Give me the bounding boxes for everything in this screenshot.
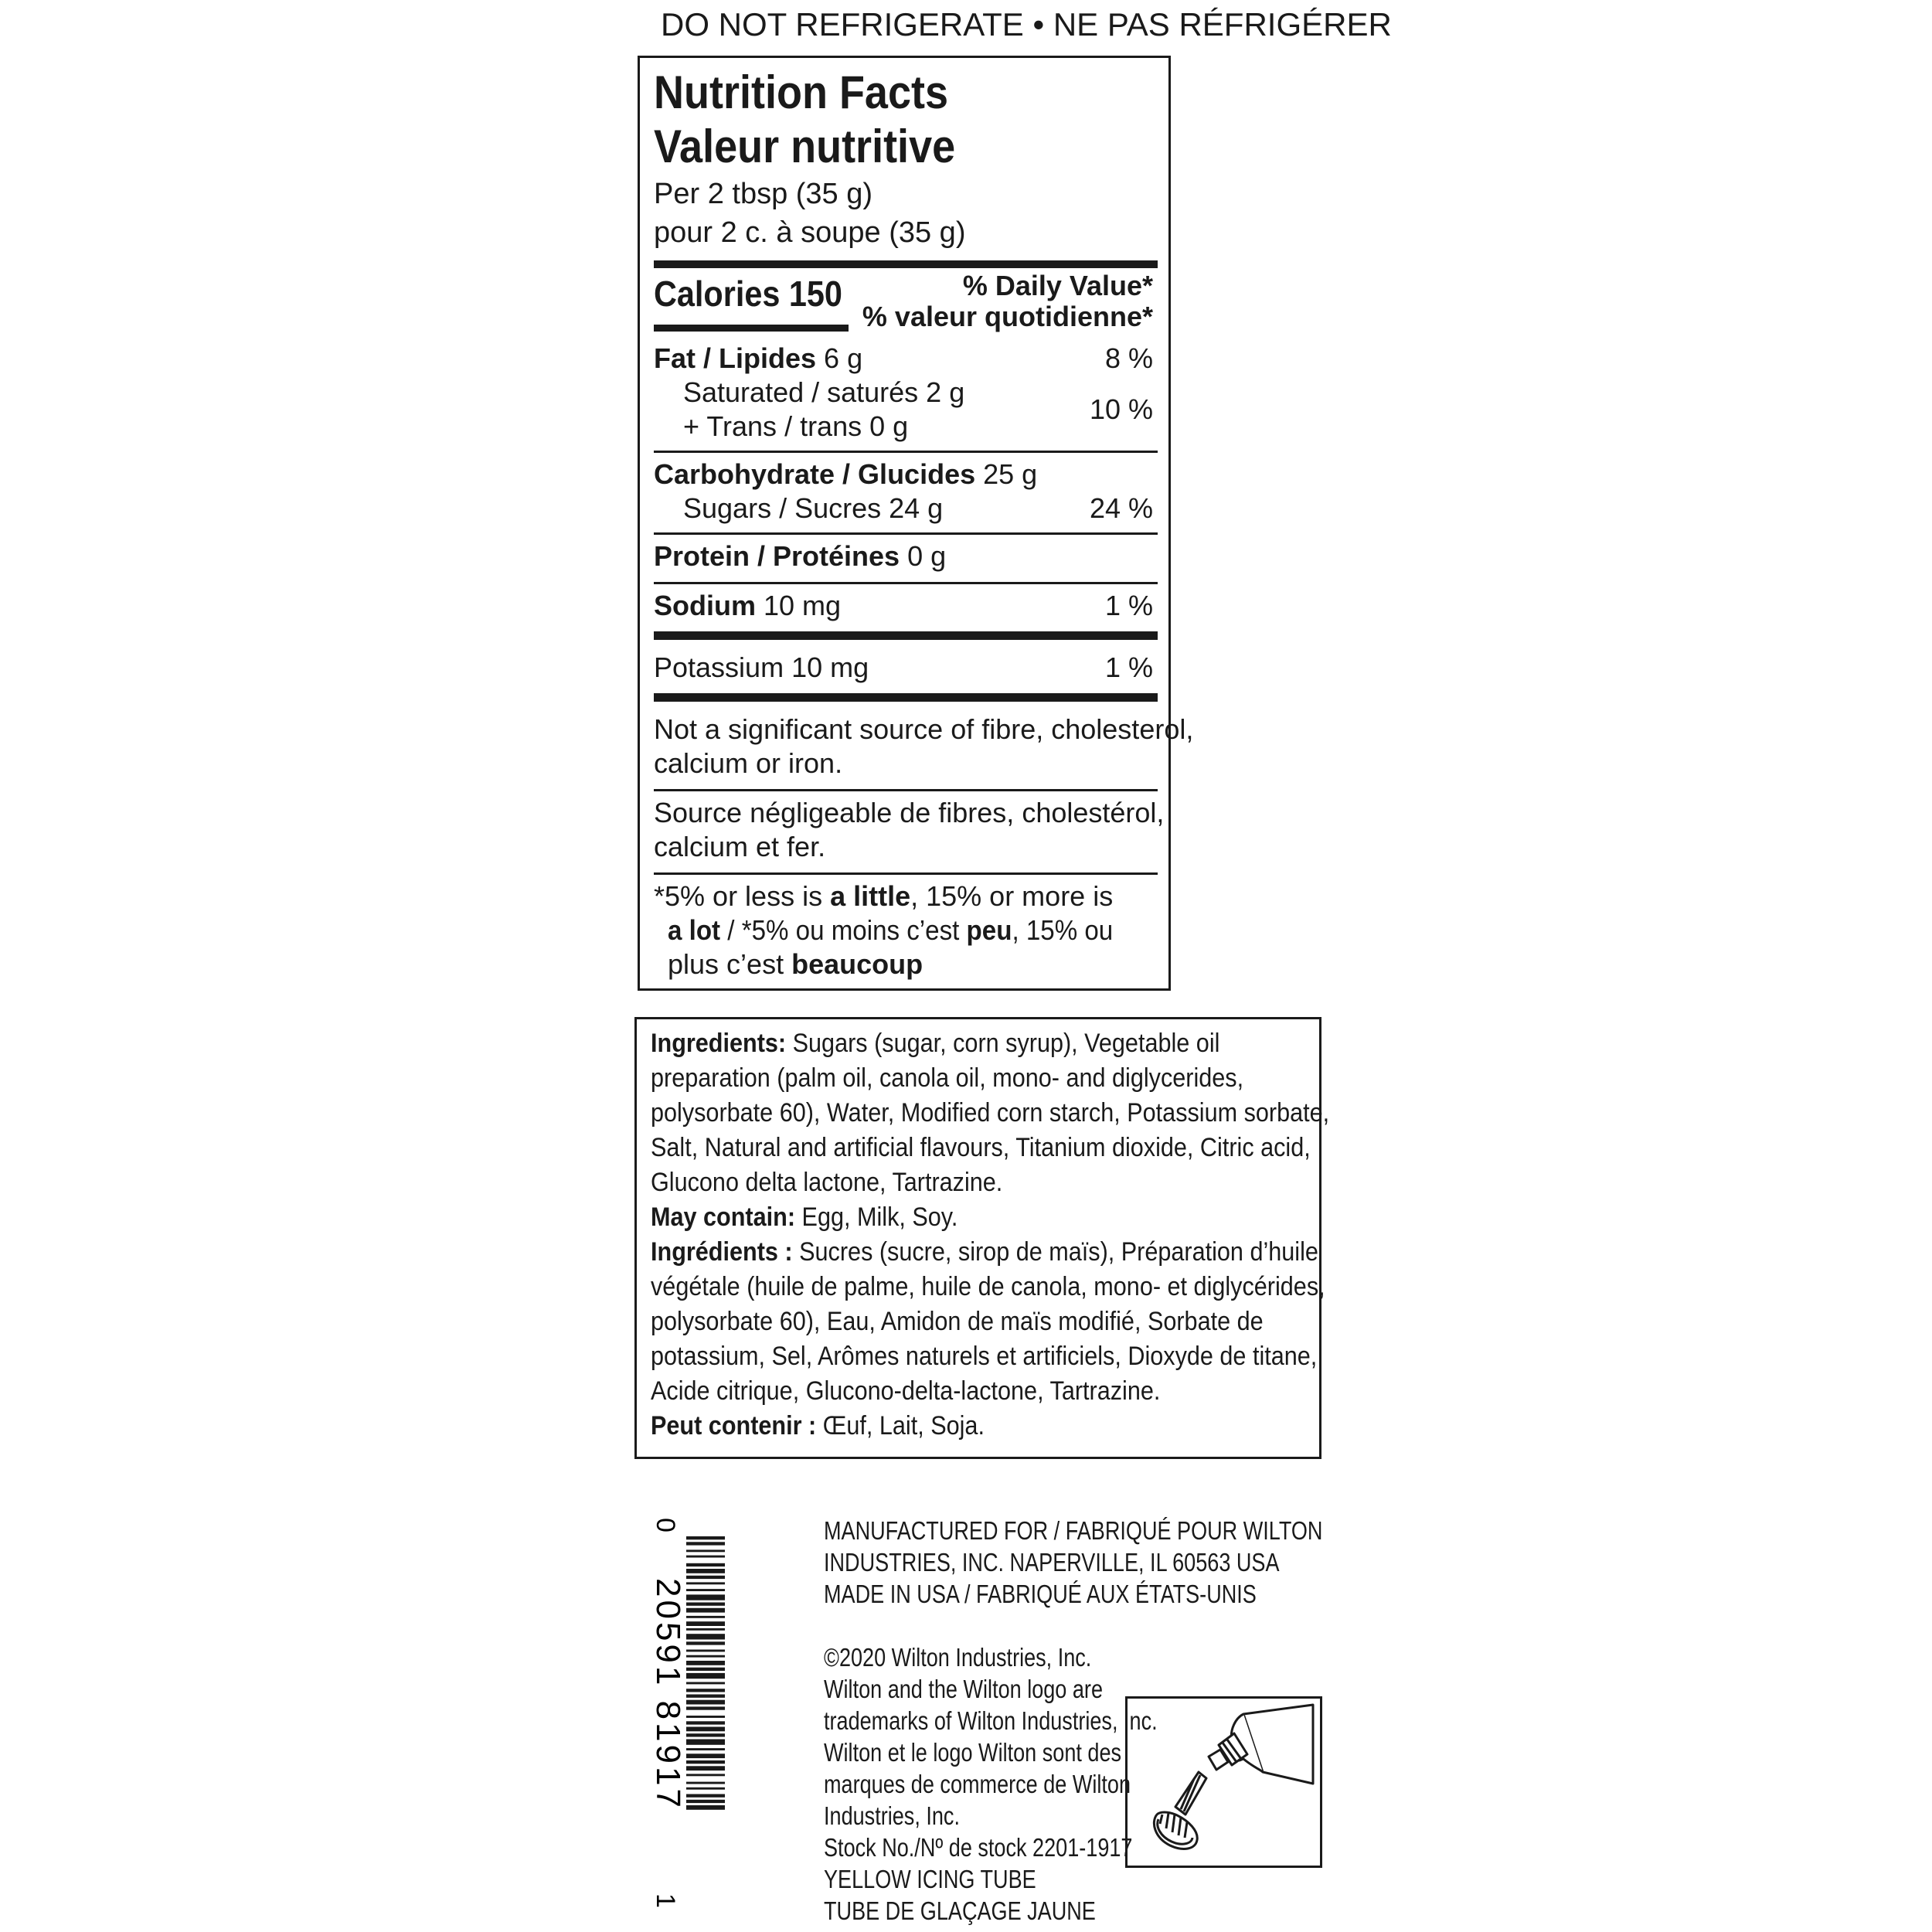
ingredients-en-line: preparation (palm oil, canola oil, mono- and diglycerides, [651,1063,1244,1093]
barcode-check-digit: 1 [651,1893,680,1908]
copyright-line: ©2020 Wilton Industries, Inc. [824,1643,1092,1672]
barcode-bar [686,1576,725,1579]
sugars-row: Sugars / Sucres 24 g [683,492,944,524]
fat-dv: 8 % [1104,342,1153,374]
barcode-bar [686,1563,725,1566]
may-contain: May contain: Egg, Milk, Soy. [651,1202,958,1232]
barcode-bar [686,1549,725,1552]
barcode-bar [686,1774,725,1776]
rule [654,532,1158,535]
barcode-bar [686,1673,725,1679]
barcode-bar [686,1700,725,1705]
barcode-bar [686,1740,725,1745]
rule [654,789,1158,791]
ingredients-fr-line: polysorbate 60), Eau, Amidon de maïs modifié, Sorbate de [651,1307,1264,1336]
barcode-bar [686,1661,725,1665]
calories-rule [654,325,849,332]
barcode-bar [686,1655,725,1658]
barcode-bar [686,1805,725,1810]
barcode-bar [686,1782,725,1784]
stock-number: Stock No./Nº de stock 2201-1917 [824,1833,1133,1862]
nutrition-facts-panel [638,56,1194,991]
barcode-bar [686,1727,725,1732]
ingredients-fr-line: potassium, Sel, Arômes naturels et artificiels, Dioxyde de titane, [651,1342,1318,1371]
barcode-bar [686,1542,725,1545]
fat-row: Fat / Lipides 6 g [654,342,863,374]
barcode-bar [686,1569,725,1573]
ingredients-en-line: Ingredients: Sugars (sugar, corn syrup), Vegetable oil [651,1029,1220,1058]
barcode-bar [686,1787,725,1790]
daily-value-header-en: % Daily Value* [962,270,1153,301]
rule [654,872,1158,875]
barcode-bar [686,1641,725,1645]
trademark-line: Industries, Inc. [824,1801,960,1830]
ingredients-fr-line: Acide citrique, Glucono-delta-lactone, Tartrazine. [651,1376,1161,1406]
thick-rule [654,631,1158,640]
peut-contenir: Peut contenir : Œuf, Lait, Soja. [651,1411,985,1440]
not-significant-fr-1: Source négligeable de fibres, cholestérol, [654,797,1165,828]
barcode-bar [686,1689,725,1692]
nutrition-title-en: Nutrition Facts [654,66,949,118]
footnote-line-2: a lot / *5% ou moins c’est peu, 15% ou [668,914,1114,946]
trans-row: + Trans / trans 0 g [683,410,909,442]
thick-rule [654,693,1158,702]
trademark-line: marques de commerce de Wilton [824,1770,1131,1798]
barcode-bar [686,1682,725,1685]
barcode-bar [686,1721,725,1724]
saturated-row: Saturated / saturés 2 g [683,376,965,408]
barcode-bar [686,1668,725,1671]
trademark-line: trademarks of Wilton Industries, Inc. [824,1706,1158,1735]
barcode-bar [686,1650,725,1652]
rule [654,451,1158,453]
barcode-bar [686,1536,725,1539]
barcode-bar [686,1695,725,1698]
storage-warning: DO NOT REFRIGERATE • NE PAS RÉFRIGÉRER [661,6,1392,43]
barcode-bar [686,1628,725,1631]
barcode-icon [648,1515,725,1917]
protein-row: Protein / Protéines 0 g [654,540,947,572]
icing-tube-box [1125,1696,1322,1868]
sodium-dv: 1 % [1104,590,1153,621]
ingredients-fr-line: Ingrédients : Sucres (sucre, sirop de maïs), Préparation d’huile [651,1237,1318,1267]
barcode-bar [686,1556,725,1558]
serving-size-fr: pour 2 c. à soupe (35 g) [654,216,966,249]
nutrition-title-fr: Valeur nutritive [654,121,956,172]
product-name-en: YELLOW ICING TUBE [824,1865,1036,1893]
barcode-bar [686,1753,725,1758]
ingredients-en-line: Salt, Natural and artificial flavours, Titanium dioxide, Citric acid, [651,1133,1311,1162]
ingredients-fr-line: végétale (huile de palme, huile de canola, mono- et diglycérides, [651,1272,1325,1301]
barcode-bar [686,1582,725,1584]
barcode-bar [686,1594,725,1600]
sat-trans-dv: 10 % [1089,393,1153,425]
serving-size-en: Per 2 tbsp (35 g) [654,178,873,210]
potassium-dv: 1 % [1104,651,1153,683]
barcode-bar [686,1766,725,1770]
barcode-bar [686,1621,725,1626]
sodium-row: Sodium 10 mg [654,590,842,621]
barcode-bar [686,1603,725,1606]
footnote-line-1: *5% or less is a little, 15% or more is [654,880,1114,912]
not-significant-en-2: calcium or iron. [654,747,843,779]
barcode-digits: 20591 81917 [649,1578,687,1811]
ingredients-en-line: polysorbate 60), Water, Modified corn starch, Potassium sorbate, [651,1098,1330,1128]
not-significant-fr-2: calcium et fer. [654,831,826,862]
barcode-bar [686,1800,725,1803]
potassium-row: Potassium 10 mg [654,651,869,683]
barcode-bar [686,1589,725,1591]
thick-rule [654,260,1158,268]
barcode-bar [686,1608,725,1613]
footnote-line-3: plus c’est beaucoup [668,948,923,980]
daily-value-header-fr: % valeur quotidienne* [862,301,1153,332]
barcode-bar [686,1760,725,1764]
icing-tube-icon [1128,1699,1320,1866]
barcode-bar [686,1794,725,1798]
barcode-bar [686,1748,725,1750]
trademark-line: Wilton and the Wilton logo are [824,1675,1103,1703]
trademark-line: Wilton et le logo Wilton sont des [824,1738,1122,1767]
manufacturer-line: INDUSTRIES, INC. NAPERVILLE, IL 60563 USA [824,1548,1280,1577]
barcode-bar [686,1616,725,1618]
barcode-bar [686,1634,725,1639]
barcode-lead-digit: 0 [651,1518,680,1532]
rule [654,582,1158,584]
calories: Calories 150 [654,274,842,314]
manufacturer-line: MADE IN USA / FABRIQUÉ AUX ÉTATS-UNIS [824,1580,1257,1608]
product-name-fr: TUBE DE GLAÇAGE JAUNE [824,1896,1096,1925]
barcode-bar [686,1716,725,1718]
barcode-bar [686,1733,725,1736]
barcode-bar [686,1706,725,1709]
manufacturer-line: MANUFACTURED FOR / FABRIQUÉ POUR WILTON [824,1516,1323,1545]
ingredients-en-line: Glucono delta lactone, Tartrazine. [651,1168,1003,1197]
carb-row: Carbohydrate / Glucides 25 g [654,458,1038,490]
sugars-dv: 24 % [1089,492,1153,524]
not-significant-en-1: Not a significant source of fibre, cholesterol, [654,713,1194,745]
ingredients-panel [634,1017,1330,1459]
